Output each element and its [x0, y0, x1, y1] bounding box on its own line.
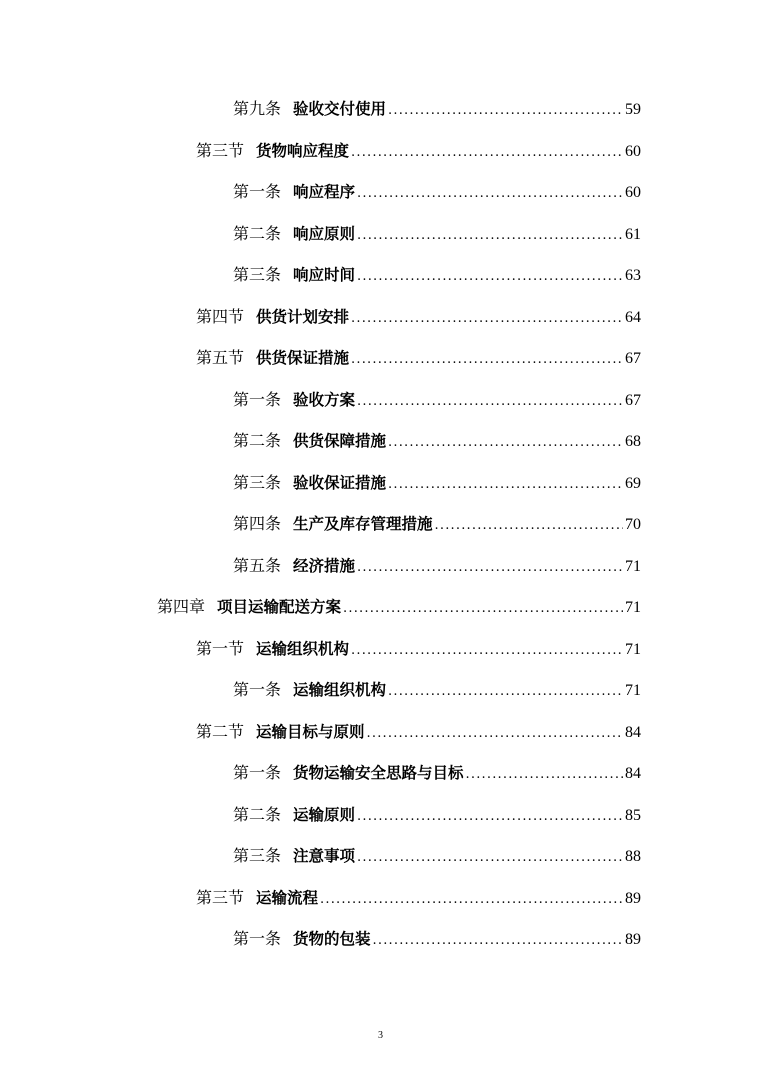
- dot-leader: [351, 349, 623, 371]
- toc-entry-title: 项目运输配送方案: [217, 598, 342, 616]
- toc-entry-title: 响应程序: [293, 183, 356, 201]
- toc-entry-label: 第一节: [196, 639, 245, 658]
- toc-entry-label: 第二条: [233, 805, 282, 824]
- toc-entry-label: 第四章: [157, 597, 206, 616]
- toc-entry[interactable]: [233, 679, 641, 703]
- toc-entry-page: 71: [625, 599, 641, 616]
- toc-entry-label: 第一条: [233, 763, 282, 782]
- toc-entry-title: 运输流程: [256, 889, 319, 907]
- toc-entry-label: 第三节: [196, 141, 245, 160]
- page-number: 3: [378, 1030, 383, 1041]
- toc-entry-title: 注意事项: [293, 847, 356, 865]
- toc-entry-label: 第一条: [233, 929, 282, 948]
- toc-entry-page: 60: [625, 143, 641, 160]
- toc-entry-label: 第二条: [233, 224, 282, 243]
- toc-entry[interactable]: [196, 887, 641, 911]
- toc-entry-label: 第三节: [196, 888, 245, 907]
- dot-leader: [388, 100, 623, 122]
- dot-leader: [435, 515, 623, 537]
- toc-entry-label: 第四节: [196, 307, 245, 326]
- toc-entry-label: 第五节: [196, 348, 245, 367]
- toc-entry-title: 经济措施: [293, 557, 356, 575]
- toc-entry-page: 69: [625, 475, 641, 492]
- toc-entry-title: 验收交付使用: [293, 100, 387, 118]
- toc-entry-page: 88: [625, 848, 641, 865]
- toc-entry-page: 89: [625, 931, 641, 948]
- toc-entry[interactable]: [196, 306, 641, 330]
- toc-entry-page: 84: [625, 724, 641, 741]
- toc-entry-page: 60: [625, 184, 641, 201]
- toc-entry-title: 货物运输安全思路与目标: [293, 764, 464, 782]
- toc-entry-title: 响应原则: [293, 225, 356, 243]
- toc-entry-label: 第三条: [233, 473, 282, 492]
- dot-leader: [357, 847, 623, 869]
- dot-leader: [351, 142, 623, 164]
- toc-entry[interactable]: [233, 928, 641, 952]
- toc-entry[interactable]: [233, 223, 641, 247]
- toc-entry[interactable]: [233, 98, 641, 122]
- dot-leader: [320, 889, 623, 911]
- toc-entry-page: 89: [625, 890, 641, 907]
- dot-leader: [357, 806, 623, 828]
- toc-entry[interactable]: [233, 389, 641, 413]
- toc-entry-title: 生产及库存管理措施: [293, 515, 433, 533]
- toc-entry[interactable]: [233, 513, 641, 537]
- toc-entry-label: 第三条: [233, 846, 282, 865]
- toc-entry-label: 第二节: [196, 722, 245, 741]
- toc-entry[interactable]: [196, 721, 641, 745]
- toc-entry-label: 第五条: [233, 556, 282, 575]
- toc-entry[interactable]: [233, 804, 641, 828]
- toc-entry[interactable]: [196, 140, 641, 164]
- dot-leader: [357, 391, 623, 413]
- dot-leader: [357, 225, 623, 247]
- toc-entry-page: 68: [625, 433, 641, 450]
- toc-entry-page: 84: [625, 765, 641, 782]
- dot-leader: [351, 308, 623, 330]
- dot-leader: [357, 183, 623, 205]
- toc-entry-title: 验收保证措施: [293, 474, 387, 492]
- toc-entry[interactable]: [233, 264, 641, 288]
- toc-entry[interactable]: [233, 845, 641, 869]
- toc-entry-title: 供货计划安排: [256, 308, 350, 326]
- dot-leader: [367, 723, 623, 745]
- dot-leader: [357, 557, 623, 579]
- toc-entry-page: 71: [625, 682, 641, 699]
- toc-entry[interactable]: [196, 347, 641, 371]
- toc-entry-title: 运输原则: [293, 806, 356, 824]
- toc-entry-title: 验收方案: [293, 391, 356, 409]
- toc-entry-page: 71: [625, 558, 641, 575]
- toc-entry-label: 第九条: [233, 99, 282, 118]
- toc-entry-page: 64: [625, 309, 641, 326]
- toc-entry-label: 第四条: [233, 514, 282, 533]
- toc-entry-label: 第一条: [233, 680, 282, 699]
- toc-entry-title: 响应时间: [293, 266, 356, 284]
- toc-entry-page: 67: [625, 350, 641, 367]
- dot-leader: [388, 432, 623, 454]
- toc-entry[interactable]: [233, 430, 641, 454]
- toc-entry-page: 85: [625, 807, 641, 824]
- toc-entry-page: 71: [625, 641, 641, 658]
- toc-entry[interactable]: [196, 638, 641, 662]
- toc-entry-label: 第一条: [233, 182, 282, 201]
- toc-entry-label: 第二条: [233, 431, 282, 450]
- dot-leader: [343, 598, 623, 620]
- toc-entry-title: 供货保证措施: [256, 349, 350, 367]
- toc-entry[interactable]: [233, 181, 641, 205]
- toc-entry-page: 61: [625, 226, 641, 243]
- toc-entry-page: 63: [625, 267, 641, 284]
- toc-entry-label: 第三条: [233, 265, 282, 284]
- dot-leader: [357, 266, 623, 288]
- toc-entry-title: 货物的包装: [293, 930, 371, 948]
- toc-entry-title: 运输组织机构: [256, 640, 350, 658]
- toc-entry[interactable]: [233, 472, 641, 496]
- dot-leader: [351, 640, 623, 662]
- dot-leader: [466, 764, 623, 786]
- toc-entry[interactable]: [157, 596, 641, 620]
- dot-leader: [373, 930, 623, 952]
- toc-entry-page: 70: [625, 516, 641, 533]
- toc-entry[interactable]: [233, 762, 641, 786]
- toc-entry-title: 供货保障措施: [293, 432, 387, 450]
- toc-entry-title: 货物响应程度: [256, 142, 350, 160]
- toc-entry-label: 第一条: [233, 390, 282, 409]
- dot-leader: [388, 681, 623, 703]
- dot-leader: [388, 474, 623, 496]
- toc-entry[interactable]: [233, 555, 641, 579]
- toc-entry-title: 运输目标与原则: [256, 723, 365, 741]
- toc-entry-page: 67: [625, 392, 641, 409]
- toc-entry-page: 59: [625, 101, 641, 118]
- toc-entry-title: 运输组织机构: [293, 681, 387, 699]
